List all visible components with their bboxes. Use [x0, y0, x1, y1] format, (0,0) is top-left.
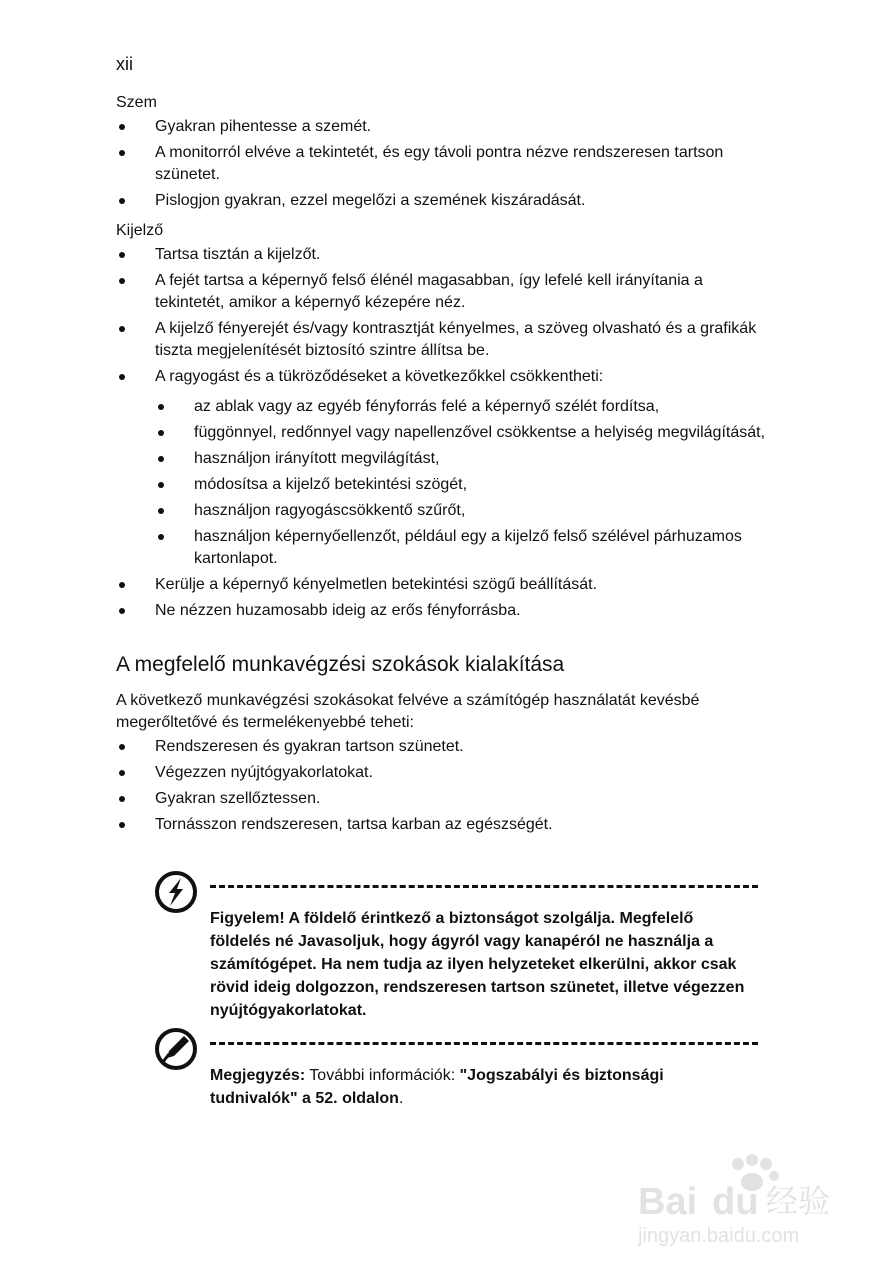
watermark-brand: Bai — [638, 1181, 698, 1223]
display-heading: Kijelző — [116, 222, 164, 239]
eyes-list — [116, 116, 776, 212]
display-list — [116, 244, 776, 622]
habits-intro: A következő munkavégzési szokásokat felvéve a számítógép használatát kevésbé megerőltetővé és termelékenyebbé teheti: — [116, 692, 700, 731]
nested-list-item: használjon ragyogáscsökkentő szűrőt, — [155, 500, 776, 522]
baidu-watermark — [634, 1150, 854, 1250]
list-item: Tornásszon rendszeresen, tartsa karban az egészségét. — [116, 814, 776, 836]
dashed-divider — [210, 885, 758, 888]
nested-list-item: módosítsa a kijelző betekintési szögét, — [155, 474, 776, 496]
list-item: Tartsa tisztán a kijelzőt. — [116, 244, 776, 266]
watermark-cn: 经验 — [766, 1182, 831, 1220]
watermark-brand-du: du — [712, 1181, 759, 1223]
list-item: A fejét tartsa a képernyő felső élénél magasabban, így lefelé kell irányítania a tekintetét, amikor a képernyő kézepére néz. — [116, 270, 776, 314]
list-item: Gyakran pihentesse a szemét. — [116, 116, 776, 138]
lightning-warning-icon — [154, 870, 198, 914]
list-item: Kerülje a képernyő kényelmetlen betekintési szögű beállítását. — [116, 574, 776, 596]
watermark-url: jingyan.baidu.com — [638, 1225, 800, 1247]
nested-list-item: használjon képernyőellenzőt, például egy a kijelző felső szélével párhuzamos kartonlapot. — [155, 526, 776, 570]
list-item: Ne nézzen huzamosabb ideig az erős fényforrásba. — [116, 600, 776, 622]
list-item: A kijelző fényerejét és/vagy kontrasztját kényelmes, a szöveg olvasható és a grafikák tiszta megjelenítését biztosító szintre állítsa be. — [116, 318, 776, 362]
page-number: xii — [116, 54, 133, 74]
list-item: Végezzen nyújtógyakorlatokat. — [116, 762, 776, 784]
eyes-heading: Szem — [116, 94, 157, 111]
list-item: Pislogjon gyakran, ezzel megelőzi a szemének kiszáradását. — [116, 190, 776, 212]
list-item: A monitorról elvéve a tekintetét, és egy távoli pontra nézve rendszeresen tartson szünetet. — [116, 142, 776, 186]
glare-intro: A ragyogást és a tükröződéseket a következőkkel csökkentheti: — [155, 368, 604, 385]
page-content — [116, 92, 776, 844]
nested-list-item: függönnyel, redőnnyel vagy napellenzővel csökkentse a helyiség megvilágítását, — [155, 422, 776, 444]
note-label: Megjegyzés: — [210, 1067, 306, 1084]
nested-list-item: az ablak vagy az egyéb fényforrás felé a képernyő szélét fordítsa, — [155, 396, 776, 418]
note-reference: "Jogszabályi és biztonsági tudnivalók" a 52. oldalon — [210, 1067, 664, 1107]
habits-list — [116, 736, 776, 836]
list-item: Rendszeresen és gyakran tartson szünetet. — [116, 736, 776, 758]
nested-list-item: használjon irányított megvilágítást, — [155, 448, 776, 470]
list-item — [116, 366, 776, 570]
note-text: Megjegyzés: További információk: "Jogszabályi és biztonsági tudnivalók" a 52. oldalon. — [210, 1067, 664, 1107]
list-item: Gyakran szellőztessen. — [116, 788, 776, 810]
glare-list — [155, 396, 776, 570]
dashed-divider — [210, 1042, 758, 1045]
pen-note-icon — [154, 1027, 198, 1071]
warning-text: Figyelem! A földelő érintkező a biztonságot szolgálja. Megfelelő földelés né Javasoljuk, hogy ágyról vagy kanapéról ne használja a számítógépet. Ha nem tudja az ilyen helyzeteket elkerülni, akkor csak rövid ideig dolgozzon, rendszeresen tartson szünetet, illetve végezzen nyújtógyakorlatokat. — [210, 910, 745, 1019]
section-title: A megfelelő munkavégzési szokások kialakítása — [116, 653, 565, 676]
